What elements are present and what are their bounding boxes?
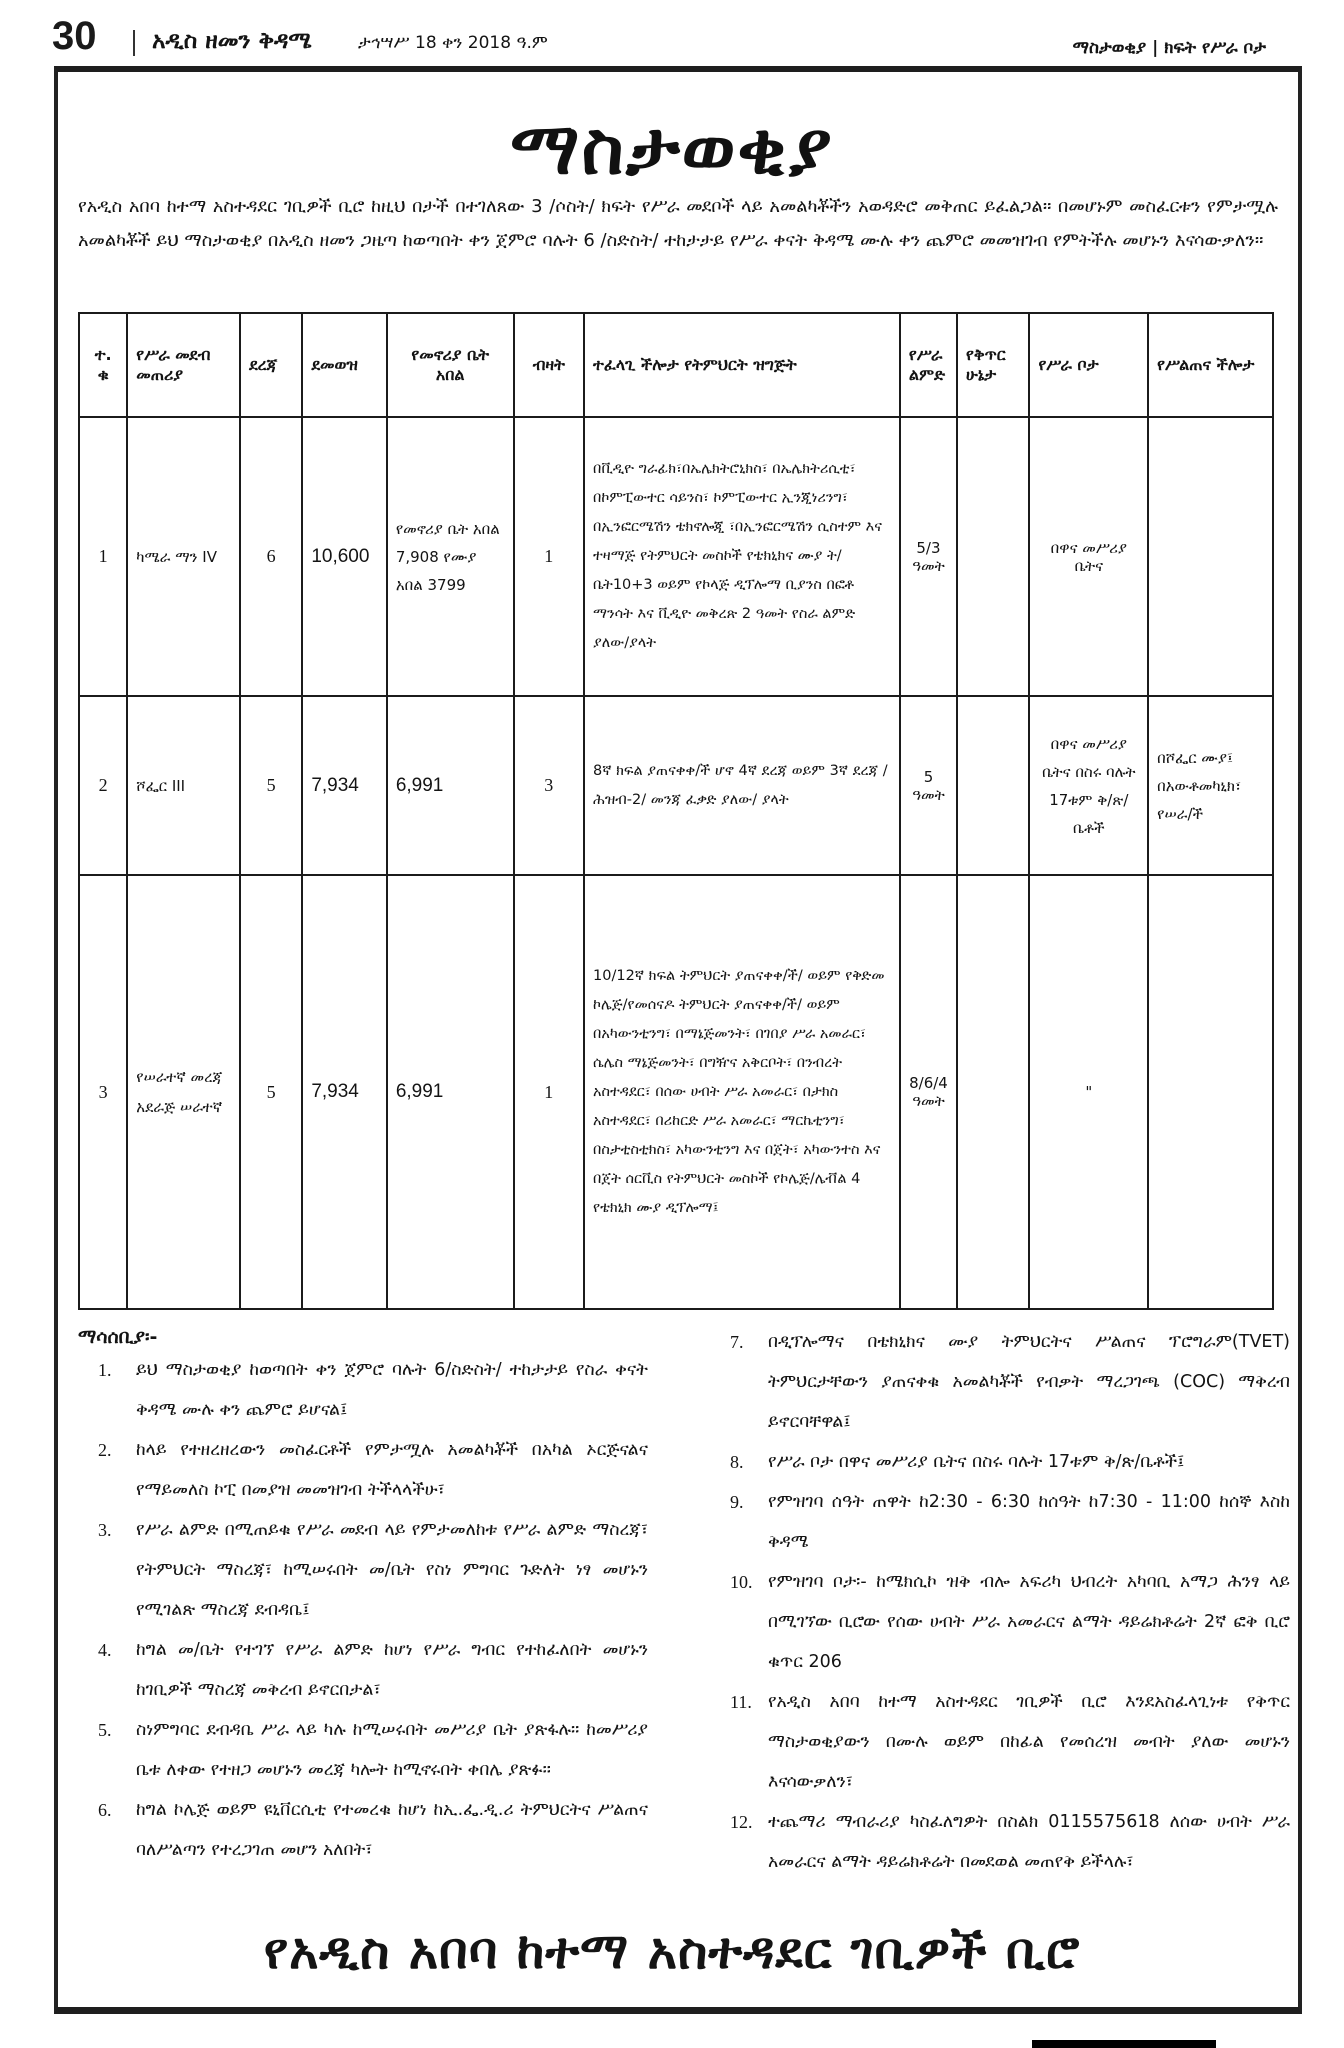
cell-job-title: ሾፌር III	[127, 696, 240, 875]
header-quantity: ብዛት	[514, 313, 584, 417]
note-item	[730, 1682, 1290, 1802]
cell-requirements: 10/12ኛ ክፍል ትምህርት ያጠናቀቀ/ች/ ወይም የቅድመ ኮሌጅ/የመሰናዶ ትምህርት ያጠናቀቀ/ች/ ወይም በአካውንቲንግ፣ በማኔጅመንት፣ በገበያ ሥራ አመራር፣ ሴሌስ ማኔጅመንት፣ በግዥና አቅርቦት፣ በንብረት አስተዳደር፣ በሰው ሀብት ሥራ አመራር፣ በታክስ አስተዳደር፣ በሪከርድ ሥራ አመራር፣ ማርኬቲንግ፣ በስታቲስቲክስ፣ አካውንቲንግ እና በጀት፣ አካውንተስ እና በጀት ሰርቪስ የትምህርት መስኮች የኮሌጅ/ሌቭል 4 የቴክኒክ ሙያ ዲፕሎማ፤	[584, 875, 900, 1309]
note-number: 11.	[730, 1692, 752, 1712]
cell-no: 1	[79, 417, 127, 696]
header-salary: ደመወዝ	[302, 313, 387, 417]
note-number: 3.	[98, 1520, 112, 1540]
header-training: የሥልጠና ችሎታ	[1148, 313, 1273, 417]
header-employment: የቅጥር ሁኔታ	[957, 313, 1029, 417]
note-text: የአዲስ አበባ ከተማ አስተዳደር ገቢዎች ቢሮ እንደአስፈላጊነቱ የቅጥር ማስታወቂያውን በሙሉ ወይም በከፊል የመሰረዝ መብት ያለው መሆኑን እናሳውቃለን፣	[768, 1692, 1290, 1792]
job-vacancy-table	[78, 312, 1274, 1310]
organization-signature: የአዲስ አበባ ከተማ አስተዳደር ገቢዎች ቢሮ	[263, 1922, 1081, 1980]
note-number: 4.	[98, 1640, 112, 1660]
cell-location: በዋና መሥሪያ ቤትና	[1029, 417, 1148, 696]
cell-experience: 5 ዓመት	[900, 696, 957, 875]
cell-grade: 6	[240, 417, 302, 696]
note-text: የምዝገባ ቦታ፡- ከሜክሲኮ ዝቅ ብሎ አፍሪካ ህብረት አካባቢ አማጋ ሕንፃ ላይ በሚገኘው ቢሮው የሰው ሀብት ሥራ አመራርና ልማት ዳይሬክቶሬት 2ኛ ፎቅ ቢሮ ቁጥር 206	[768, 1572, 1290, 1672]
note-text: ከግል መ/ቤት የተገኘ የሥራ ልምድ ከሆነ የሥራ ግብር የተከፈለበት መሆኑን ከገቢዎች ማስረጃ መቅረብ ይኖርበታል፣	[136, 1640, 648, 1700]
cell-requirements: በቪዲዮ ግራፊክ፣በኤሌክትሮኒክስ፣ በኤሌክትሪሲቲ፣ በኮምፒውተር ሳይንስ፣ ኮምፒውተር ኢንጂነሪንግ፣ በኢንፎርሜሽን ቴክኖሎጂ ፣በኢንፎርሜሽን ሲስተም እና ተዛማጅ የትምህርት መስኮች የቴክኒክና ሙያ ት/ቤት10+3 ወይም የኮላጅ ዲፕሎማ ቢያንስ በፎቶ ማንሳት እና ቪዲዮ መቅረጽ 2 ዓመት የስራ ልምድ ያለው/ያላት	[584, 417, 900, 696]
note-text: ተጨማሪ ማብራሪያ ካስፈለግዎት በስልክ 0115575618 ለሰው ሀብት ሥራ አመራርና ልማት ዳይሬክቶሬት በመደወል መጠየቅ ይችላሉ፣	[768, 1812, 1290, 1872]
note-number: 6.	[98, 1800, 112, 1820]
note-number: 10.	[730, 1572, 753, 1592]
table-header-row	[79, 313, 1273, 417]
page-edge-mark	[1032, 2040, 1216, 2048]
cell-experience: 8/6/4 ዓመት	[900, 875, 957, 1309]
note-text: ይህ ማስታወቂያ ከወጣበት ቀን ጀምሮ ባሉት 6/ስድስት/ ተከታታይ የስራ ቀናት ቅዳሜ ሙሉ ቀን ጨምሮ ይሆናል፤	[136, 1360, 648, 1420]
cell-no: 2	[79, 696, 127, 875]
cell-housing: የመኖሪያ ቤት አበል 7,908 የሙያ አበል 3799	[387, 417, 514, 696]
note-item	[98, 1630, 648, 1710]
intro-paragraph: የአዲስ አበባ ከተማ አስተዳደር ገቢዎች ቢሮ ከዚህ በታች በተገለጸው 3 /ሶስት/ ክፍት የሥራ መደቦች ላይ አመልካቾችን አወዳድሮ መቅጠር ይፈልጋል፡፡ በመሆኑም መስፈርቱን የምታሟሉ አመልካቾች ይህ ማስታወቂያ በአዲስ ዘመን ጋዜጣ ከወጣበት ቀን ጀምሮ ባሉት 6 /ስድስት/ ተከታታይ የሥራ ቀናት ቅዳሜ ሙሉ ቀን ጨምሮ መመዝገብ የምትችሉ መሆኑን እናሳውቃለን፡፡	[78, 196, 1278, 251]
page-number: 30	[52, 14, 97, 58]
table-row	[79, 417, 1273, 696]
note-item	[730, 1442, 1290, 1482]
note-item	[730, 1802, 1290, 1882]
table-row	[79, 875, 1273, 1309]
note-item	[98, 1430, 648, 1510]
note-text: በዲፕሎማና በቴክኒክና ሙያ ትምህርትና ሥልጠና ፕሮግራም(TVET) ትምህርታቸውን ያጠናቀቁ አመልካቾች የብቃት ማረጋገጫ (COC) ማቅረብ ይኖርባቸዋል፤	[768, 1332, 1290, 1432]
note-item	[730, 1322, 1290, 1442]
note-item	[98, 1790, 648, 1870]
cell-salary: 7,934	[302, 875, 387, 1309]
cell-grade: 5	[240, 696, 302, 875]
note-number: 5.	[98, 1720, 112, 1740]
header-divider	[133, 30, 135, 56]
note-text: ከግል ኮሌጅ ወይም ዩኒቨርሲቲ የተመረቁ ከሆነ ከኢ.ፌ.ዲ.ሪ ትምህርትና ሥልጠና ባለሥልጣን የተረጋገጠ መሆን አለበት፣	[136, 1800, 648, 1860]
cell-housing: 6,991	[387, 875, 514, 1309]
cell-quantity: 1	[514, 417, 584, 696]
newspaper-name: አዲስ ዘመን ቅዳሜ	[152, 28, 312, 54]
header-requirements: ተፈላጊ ችሎታ የትምህርት ዝግጅት	[584, 313, 900, 417]
note-text: ከላይ የተዘረዘረውን መስፈርቶች የምታሟሉ አመልካቾች በአካል ኦርጅናልና የማይመለስ ኮፒ በመያዝ መመዝገብ ትችላላችሁ፣	[136, 1440, 648, 1500]
header-grade: ደረጃ	[240, 313, 302, 417]
note-number: 2.	[98, 1440, 112, 1460]
cell-no: 3	[79, 875, 127, 1309]
note-number: 12.	[730, 1812, 753, 1832]
note-number: 9.	[730, 1492, 744, 1512]
notes-list-right	[730, 1322, 1290, 1882]
note-text: የሥራ ቦታ በዋና መሥሪያ ቤትና በስሩ ባሉት 17ቱም ቅ/ጽ/ቤቶች፤	[768, 1452, 1185, 1472]
cell-location: "	[1029, 875, 1148, 1309]
cell-salary: 10,600	[302, 417, 387, 696]
note-number: 7.	[730, 1332, 744, 1352]
ad-title: ማስታወቂያ	[510, 106, 834, 190]
header-housing: የመኖሪያ ቤት አበል	[387, 313, 514, 417]
note-number: 8.	[730, 1452, 744, 1472]
cell-location: በዋና መሥሪያ ቤትና በስሩ ባሉት 17ቱም ቅ/ጽ/ቤቶች	[1029, 696, 1148, 875]
note-item	[98, 1510, 648, 1630]
header-job-title: የሥራ መደብ መጠሪያ	[127, 313, 240, 417]
cell-job-title: የሠራተኛ መረጃ አደራጅ ሠራተኛ	[127, 875, 240, 1309]
note-item	[730, 1562, 1290, 1682]
note-item	[98, 1710, 648, 1790]
cell-quantity: 3	[514, 696, 584, 875]
note-number: 1.	[98, 1360, 112, 1380]
note-item	[98, 1350, 648, 1430]
cell-training	[1148, 875, 1273, 1309]
header-experience: የሥራ ልምድ	[900, 313, 957, 417]
issue-date: ታኅሣሥ 18 ቀን 2018 ዓ.ም	[358, 33, 548, 53]
notes-heading: ማሳሰቢያ፡-	[78, 1326, 158, 1348]
cell-experience: 5/3 ዓመት	[900, 417, 957, 696]
table-row	[79, 696, 1273, 875]
header-location: የሥራ ቦታ	[1029, 313, 1148, 417]
cell-grade: 5	[240, 875, 302, 1309]
cell-employment	[957, 417, 1029, 696]
note-text: ስነምግባር ደብዳቤ ሥራ ላይ ካሉ ከሚሠሩበት መሥሪያ ቤት ያጽፋሉ፡፡ ከመሥሪያ ቤቱ ለቀው የተዘጋ መሆኑን መረጃ ካሎት ከሚኖሩበት ቀበሌ ያጽፉ፡፡	[136, 1720, 648, 1780]
header-no: ተ. ቁ	[79, 313, 127, 417]
notes-list-left	[98, 1350, 648, 1870]
cell-employment	[957, 875, 1029, 1309]
cell-training: በሾፌር ሙያ፤ በአውቶመካኒክ፣ የሠራ/ች	[1148, 696, 1273, 875]
cell-training	[1148, 417, 1273, 696]
cell-job-title: ካሜራ ማን IV	[127, 417, 240, 696]
cell-housing: 6,991	[387, 696, 514, 875]
page-header	[0, 0, 1344, 68]
cell-employment	[957, 696, 1029, 875]
cell-salary: 7,934	[302, 696, 387, 875]
note-item	[730, 1482, 1290, 1562]
section-label: ማስታወቂያ | ክፍት የሥራ ቦታ	[1072, 38, 1266, 58]
cell-requirements: 8ኛ ክፍል ያጠናቀቀ/ች ሆኖ 4ኛ ደረጃ ወይም 3ኛ ደረጃ /ሕዝብ-2/ መንጃ ፈቃድ ያለው/ ያላት	[584, 696, 900, 875]
cell-quantity: 1	[514, 875, 584, 1309]
note-text: የምዝገባ ሰዓት ጠዋት ከ2:30 - 6:30 ከሰዓት ከ7:30 - 11:00 ከሰኞ እስከ ቅዳሜ	[768, 1492, 1290, 1552]
note-text: የሥራ ልምድ በሚጠይቁ የሥራ መደብ ላይ የምታመለከቱ የሥራ ልምድ ማስረጃ፣ የትምህርት ማስረጃ፣ ከሚሠሩበት መ/ቤት የስነ ምግባር ጉድለት ነፃ መሆኑን የሚገልጽ ማስረጃ ደብዳቤ፤	[136, 1520, 648, 1620]
